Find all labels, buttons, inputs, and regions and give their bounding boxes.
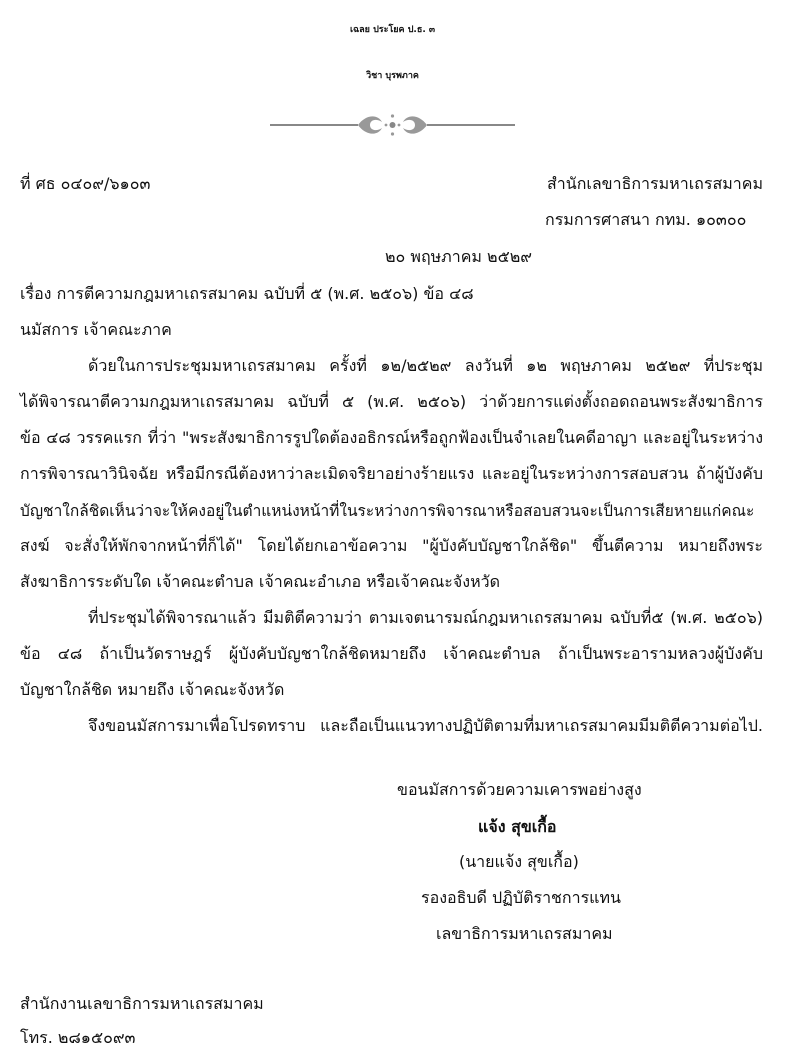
reference-number: ที่ ศธ ๐๔๐๙/๖๑๐๓: [20, 174, 151, 193]
signer-position: รองอธิบดี ปฏิบัติราชการแทน: [421, 888, 621, 907]
body-line: ที่ประชุมได้พิจารณาแล้ว มีมติตีความว่า ตามเจตนารมณ์กฎมหาเถรสมาคม ฉบับที่๕ (พ.ศ. ๒๕๐๖): [88, 608, 763, 627]
body-line: ด้วยในการประชุมมหาเถรสมาคม ครั้งที่ ๑๒/๒๕๒๙ ลงวันที่ ๑๒ พฤษภาคม ๒๕๒๙ ที่ประชุม: [88, 356, 764, 375]
body-line: ข้อ ๔๘ ถ้าเป็นวัดราษฎร์ ผู้บังคับบัญชาใกล้ชิดหมายถึง เจ้าคณะตำบล ถ้าเป็นพระอารามหลวงผู้บังคับ: [20, 644, 763, 663]
signer-name: แจ้ง สุขเกื้อ: [478, 817, 557, 836]
body-line: สังฆาธิการระดับใด เจ้าคณะตำบล เจ้าคณะอำเภอ หรือเจ้าคณะจังหวัด: [20, 572, 500, 591]
office-address: กรมการศาสนา กทม. ๑๐๓๐๐: [545, 210, 747, 229]
body-line: บัญชาใกล้ชิดเห็นว่าจะให้คงอยู่ในตำแหน่งหน้าที่ในระหว่างการพิจารณาหรือสอบสวนจะเป็นการเสียหายแก่คณะ: [20, 502, 755, 520]
signer-full-name: (นายแจ้ง สุขเกื้อ): [459, 852, 579, 871]
signer-position: เลขาธิการมหาเถรสมาคม: [436, 924, 613, 943]
body-line: จึงขอนมัสการมาเพื่อโปรดทราบ และถือเป็นแนวทางปฏิบัติตามที่มหาเถรสมาคมมีมติตีความต่อไป.: [88, 716, 763, 735]
body-line: ข้อ ๔๘ วรรคแรก ที่ว่า "พระสังฆาธิการรูปใดต้องอธิกรณ์หรือถูกฟ้องเป็นจำเลยในคดีอาญา และอยู่ในระหว่าง: [20, 428, 763, 447]
body-line: สงฆ์ จะสั่งให้พักจากหน้าที่ก็ได้" โดยได้ยกเอาข้อความ "ผู้บังคับบัญชาใกล้ชิด" ขึ้นตีความ หมายถึงพระ: [20, 536, 763, 555]
office-name: สำนักเลขาธิการมหาเถรสมาคม: [547, 174, 763, 193]
letter-date: ๒๐ พฤษภาคม ๒๕๒๙: [385, 247, 532, 266]
closing-phrase: ขอนมัสการด้วยความเคารพอย่างสูง: [397, 780, 642, 799]
body-line: บัญชาใกล้ชิด หมายถึง เจ้าคณะจังหวัด: [20, 680, 285, 699]
page-subtitle: วิชา บุรพภาค: [366, 71, 419, 81]
footer-office: สำนักงานเลขาธิการมหาเถรสมาคม: [20, 994, 264, 1013]
body-line: ได้พิจารณาตีความกฎมหาเถรสมาคม ฉบับที่ ๕ (พ.ศ. ๒๕๐๖) ว่าด้วยการแต่งตั้งถอดถอนพระสังฆาธิการ: [20, 392, 763, 411]
letter-salutation: นมัสการ เจ้าคณะภาค: [20, 320, 172, 339]
body-line: การพิจารณาวินิจฉัย หรือมีกรณีต้องหาว่าละเมิดจริยาอย่างร้ายแรง และอยู่ในระหว่างการสอบสวน ถ้าผู้บังคับ: [20, 464, 763, 483]
footer-phone: โทร. ๒๘๑๕๐๙๓: [20, 1028, 136, 1047]
decorative-divider-icon: [270, 108, 515, 142]
letter-subject: เรื่อง การตีความกฎมหาเถรสมาคม ฉบับที่ ๕ (พ.ศ. ๒๕๐๖) ข้อ ๔๘: [20, 284, 474, 303]
page-title: เฉลย ประโยค ป.ธ. ๓: [349, 25, 436, 35]
